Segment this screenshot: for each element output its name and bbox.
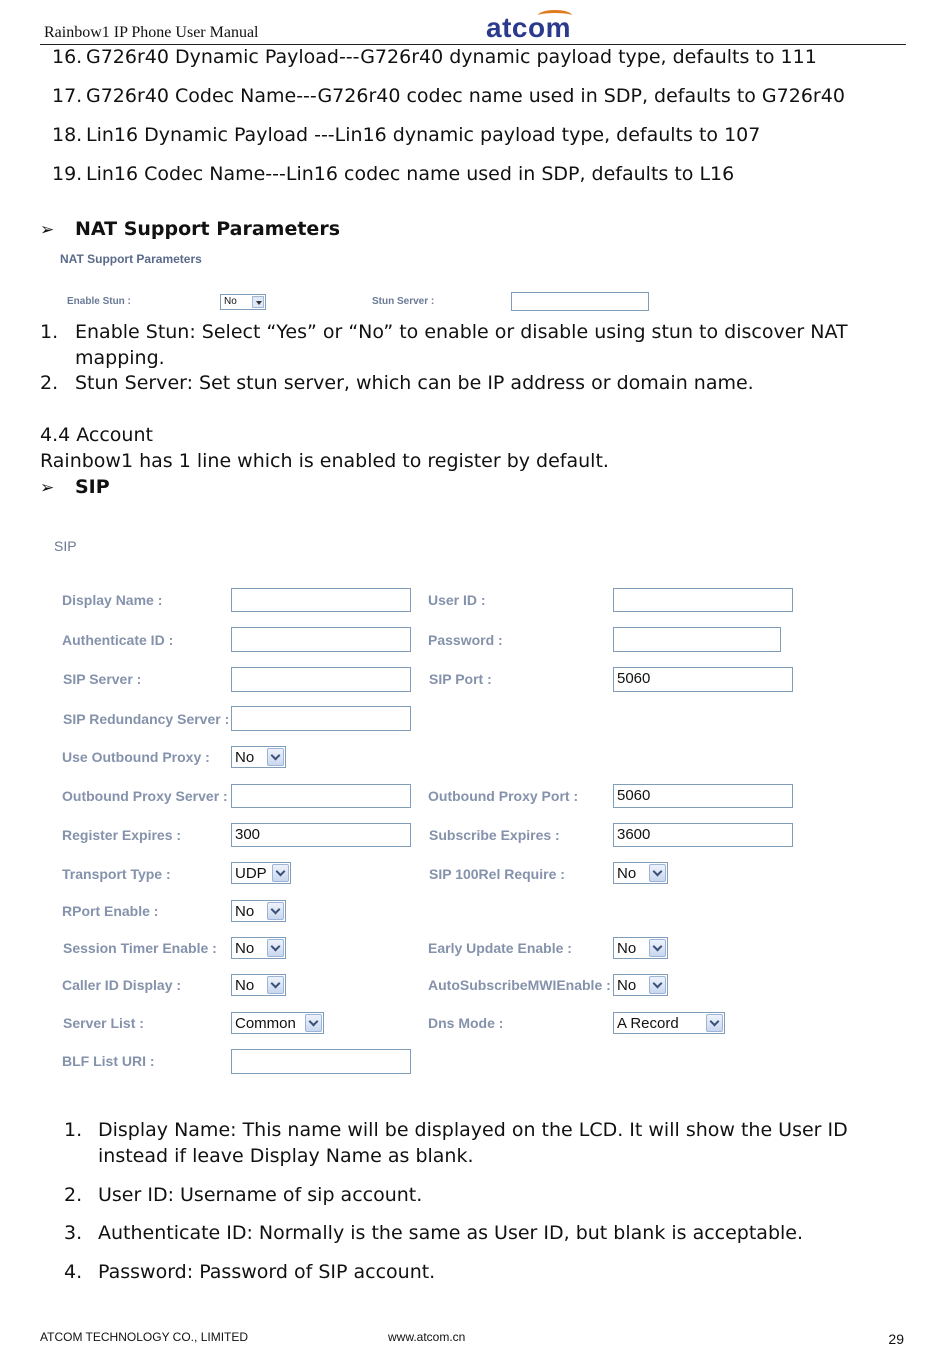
subscribe-expires-input[interactable]: 3600	[613, 823, 793, 847]
caller-id-display-label: Caller ID Display :	[62, 977, 182, 993]
use-outbound-proxy-select[interactable]	[231, 746, 286, 768]
codec-item-text: Lin16 Dynamic Payload ---Lin16 dynamic payload type, defaults to 107	[86, 124, 761, 146]
codec-item-text: G726r40 Codec Name---G726r40 codec name used in SDP, defaults to G726r40	[86, 85, 845, 107]
blf-list-uri-input[interactable]	[231, 1049, 411, 1074]
nat-item-text-cont: mapping.	[75, 347, 165, 369]
subscribe-expires-label: Subscribe Expires :	[429, 827, 560, 843]
enable-stun-value: No	[224, 296, 237, 307]
sip-item-text: Password: Password of SIP account.	[98, 1261, 436, 1283]
chevron-down-icon	[267, 939, 284, 957]
sip-100rel-require-value: No	[617, 865, 637, 882]
chevron-down-icon	[649, 976, 666, 994]
authenticate-id-input[interactable]	[231, 627, 411, 652]
dns-mode-select[interactable]	[613, 1012, 725, 1034]
sip-item-text-cont: instead if leave Display Name as blank.	[98, 1145, 474, 1167]
nat-form-caption: NAT Support Parameters	[60, 252, 202, 266]
nat-section-heading: NAT Support Parameters	[75, 218, 340, 240]
sip-redundancy-server-input[interactable]	[231, 706, 411, 731]
codec-item-text: Lin16 Codec Name---Lin16 codec name used in SDP, defaults to L16	[86, 163, 735, 185]
auto-subscribe-mwi-enable-select[interactable]	[613, 974, 668, 996]
register-expires-input[interactable]: 300	[231, 823, 411, 847]
outbound-proxy-port-label: Outbound Proxy Port :	[428, 788, 579, 804]
sip-port-label: SIP Port :	[429, 671, 492, 687]
rport-enable-label: RPort Enable :	[62, 903, 159, 919]
session-timer-enable-value: No	[235, 940, 255, 957]
sip-server-input[interactable]	[231, 667, 411, 692]
stun-server-label: Stun Server :	[372, 296, 435, 307]
auto-subscribe-mwi-enable-value: No	[617, 977, 637, 994]
register-expires-label: Register Expires :	[62, 827, 182, 843]
outbound-proxy-server-label: Outbound Proxy Server :	[62, 788, 228, 804]
chevron-down-icon	[649, 939, 666, 957]
sip-item-text: Display Name: This name will be displayed on the LCD. It will show the User ID	[98, 1119, 848, 1141]
outbound-proxy-server-input[interactable]	[231, 784, 411, 808]
chevron-down-icon	[267, 748, 284, 766]
session-timer-enable-select[interactable]	[231, 937, 286, 959]
server-list-select[interactable]	[231, 1012, 324, 1034]
nat-item-number: 1.	[40, 321, 59, 343]
enable-stun-select[interactable]	[220, 294, 266, 310]
caller-id-display-select[interactable]	[231, 974, 286, 996]
sip-section-heading: SIP	[75, 476, 110, 498]
caller-id-display-value: No	[235, 977, 255, 994]
codec-item-number: 18.	[52, 124, 83, 146]
server-list-value: Common	[235, 1015, 296, 1032]
rport-enable-value: No	[235, 903, 255, 920]
use-outbound-proxy-label: Use Outbound Proxy :	[62, 749, 210, 765]
manual-title: Rainbow1 IP Phone User Manual	[44, 24, 259, 41]
logo-text: atcom	[486, 12, 571, 43]
sip-port-input[interactable]: 5060	[613, 667, 793, 692]
session-timer-enable-label: Session Timer Enable :	[63, 940, 217, 956]
sip-100rel-require-select[interactable]	[613, 862, 668, 884]
chevron-down-icon	[272, 864, 289, 882]
logo-swoosh-icon	[538, 10, 572, 21]
bullet-arrow-icon: ➢	[40, 220, 55, 240]
early-update-enable-label: Early Update Enable :	[428, 940, 572, 956]
nat-item-text: Stun Server: Set stun server, which can be IP address or domain name.	[75, 372, 754, 394]
outbound-proxy-port-input[interactable]: 5060	[613, 784, 793, 808]
footer-company: ATCOM TECHNOLOGY CO., LIMITED	[40, 1330, 249, 1344]
chevron-down-icon	[706, 1014, 723, 1032]
transport-type-label: Transport Type :	[62, 866, 171, 882]
nat-item-text: Enable Stun: Select “Yes” or “No” to enable or disable using stun to discover NAT	[75, 321, 848, 343]
bullet-arrow-icon: ➢	[40, 478, 55, 498]
early-update-enable-value: No	[617, 940, 637, 957]
codec-item-number: 19.	[52, 163, 83, 185]
user-id-input[interactable]	[613, 588, 793, 612]
sip-item-number: 1.	[64, 1119, 83, 1141]
sip-item-number: 4.	[64, 1261, 83, 1283]
server-list-label: Server List :	[63, 1015, 144, 1031]
sip-item-text: Authenticate ID: Normally is the same as User ID, but blank is acceptable.	[98, 1222, 804, 1244]
transport-type-select[interactable]	[231, 862, 291, 884]
display-name-label: Display Name :	[62, 592, 163, 608]
codec-item-number: 16.	[52, 46, 83, 68]
transport-type-value: UDP	[235, 865, 267, 882]
dns-mode-value: A Record	[617, 1015, 679, 1032]
enable-stun-label: Enable Stun :	[67, 296, 131, 307]
blf-list-uri-label: BLF List URI :	[62, 1053, 155, 1069]
codec-item-text: G726r40 Dynamic Payload---G726r40 dynamic payload type, defaults to 111	[86, 46, 817, 68]
page-number: 29	[888, 1331, 904, 1347]
chevron-down-icon	[305, 1014, 322, 1032]
dropdown-arrow-icon	[252, 296, 264, 308]
account-section-heading: 4.4 Account	[40, 424, 153, 446]
sip-redundancy-server-label: SIP Redundancy Server :	[63, 711, 230, 727]
chevron-down-icon	[267, 902, 284, 920]
use-outbound-proxy-value: No	[235, 749, 255, 766]
sip-form-caption: SIP	[54, 538, 77, 554]
display-name-input[interactable]	[231, 588, 411, 612]
sip-item-text: User ID: Username of sip account.	[98, 1184, 423, 1206]
nat-item-number: 2.	[40, 372, 59, 394]
codec-item-number: 17.	[52, 85, 83, 107]
authenticate-id-label: Authenticate ID :	[62, 632, 174, 648]
stun-server-input[interactable]	[511, 292, 649, 311]
chevron-down-icon	[267, 976, 284, 994]
sip-item-number: 2.	[64, 1184, 83, 1206]
chevron-down-icon	[649, 864, 666, 882]
atcom-logo	[486, 12, 571, 44]
auto-subscribe-mwi-enable-label: AutoSubscribeMWIEnable :	[428, 977, 611, 993]
password-label: Password :	[428, 632, 503, 648]
rport-enable-select[interactable]	[231, 900, 286, 922]
early-update-enable-select[interactable]	[613, 937, 668, 959]
sip-server-label: SIP Server :	[63, 671, 142, 687]
header-divider	[40, 44, 906, 45]
account-intro: Rainbow1 has 1 line which is enabled to register by default.	[40, 450, 609, 472]
sip-item-number: 3.	[64, 1222, 83, 1244]
sip-100rel-require-label: SIP 100Rel Require :	[429, 866, 565, 882]
user-id-label: User ID :	[428, 592, 486, 608]
dns-mode-label: Dns Mode :	[428, 1015, 504, 1031]
password-input[interactable]	[613, 627, 781, 652]
footer-website[interactable]: www.atcom.cn	[388, 1330, 466, 1344]
